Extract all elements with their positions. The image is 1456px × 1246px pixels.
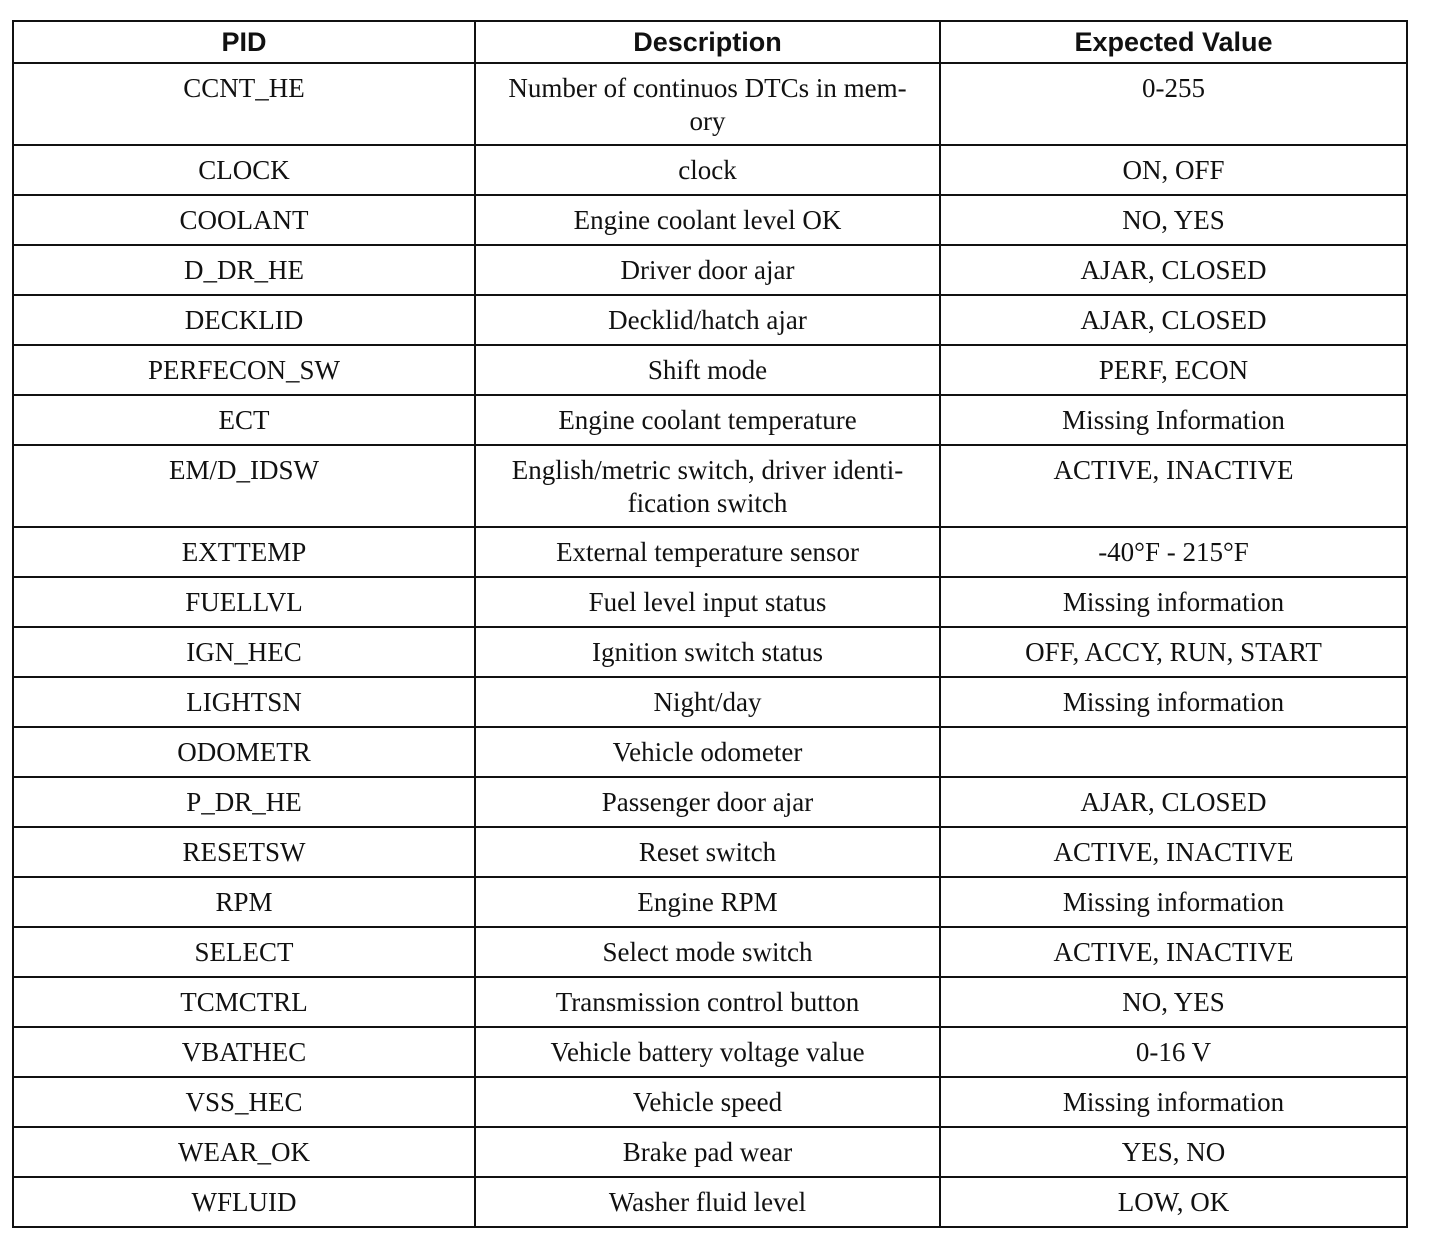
pid-cell: ODOMETR bbox=[13, 727, 475, 777]
description-cell: clock bbox=[475, 145, 940, 195]
description-cell: Driver door ajar bbox=[475, 245, 940, 295]
description-cell: Night/day bbox=[475, 677, 940, 727]
expected-value-cell: Missing information bbox=[940, 1077, 1407, 1127]
expected-value-cell: AJAR, CLOSED bbox=[940, 295, 1407, 345]
expected-value-cell bbox=[940, 727, 1407, 777]
header-expected-value: Expected Value bbox=[940, 21, 1407, 63]
description-cell: Engine coolant temperature bbox=[475, 395, 940, 445]
table-row bbox=[13, 245, 1407, 295]
description-cell: Engine RPM bbox=[475, 877, 940, 927]
pid-cell: DECKLID bbox=[13, 295, 475, 345]
table-row bbox=[13, 727, 1407, 777]
table-body bbox=[13, 63, 1407, 1227]
pid-cell: EM/D_IDSW bbox=[13, 445, 475, 527]
table-row bbox=[13, 145, 1407, 195]
description-cell: Washer fluid level bbox=[475, 1177, 940, 1227]
pid-cell: WFLUID bbox=[13, 1177, 475, 1227]
pid-cell: P_DR_HE bbox=[13, 777, 475, 827]
description-cell: Number of continuos DTCs in mem-ory bbox=[475, 63, 940, 145]
description-cell: Vehicle battery voltage value bbox=[475, 1027, 940, 1077]
pid-cell: IGN_HEC bbox=[13, 627, 475, 677]
description-cell: English/metric switch, driver identi-fication switch bbox=[475, 445, 940, 527]
expected-value-cell: AJAR, CLOSED bbox=[940, 777, 1407, 827]
expected-value-cell: -40°F - 215°F bbox=[940, 527, 1407, 577]
table-row bbox=[13, 627, 1407, 677]
expected-value-cell: Missing information bbox=[940, 677, 1407, 727]
description-cell: Ignition switch status bbox=[475, 627, 940, 677]
pid-table bbox=[12, 20, 1408, 1228]
pid-cell: RESETSW bbox=[13, 827, 475, 877]
table-row bbox=[13, 877, 1407, 927]
table-row bbox=[13, 927, 1407, 977]
pid-cell: LIGHTSN bbox=[13, 677, 475, 727]
description-cell: Vehicle odometer bbox=[475, 727, 940, 777]
description-cell: Fuel level input status bbox=[475, 577, 940, 627]
pid-cell: FUELLVL bbox=[13, 577, 475, 627]
description-cell: Select mode switch bbox=[475, 927, 940, 977]
description-cell: Engine coolant level OK bbox=[475, 195, 940, 245]
expected-value-cell: OFF, ACCY, RUN, START bbox=[940, 627, 1407, 677]
table-row bbox=[13, 395, 1407, 445]
pid-cell: VSS_HEC bbox=[13, 1077, 475, 1127]
table-row bbox=[13, 1177, 1407, 1227]
table-row bbox=[13, 195, 1407, 245]
pid-cell: ECT bbox=[13, 395, 475, 445]
table-row bbox=[13, 345, 1407, 395]
pid-cell: TCMCTRL bbox=[13, 977, 475, 1027]
description-cell: External temperature sensor bbox=[475, 527, 940, 577]
pid-cell: RPM bbox=[13, 877, 475, 927]
table-row bbox=[13, 977, 1407, 1027]
table-row bbox=[13, 827, 1407, 877]
description-cell: Reset switch bbox=[475, 827, 940, 877]
pid-cell: COOLANT bbox=[13, 195, 475, 245]
pid-cell: D_DR_HE bbox=[13, 245, 475, 295]
header-pid: PID bbox=[13, 21, 475, 63]
table-row bbox=[13, 777, 1407, 827]
expected-value-cell: PERF, ECON bbox=[940, 345, 1407, 395]
table-row bbox=[13, 527, 1407, 577]
pid-cell: PERFECON_SW bbox=[13, 345, 475, 395]
header-row bbox=[13, 21, 1407, 63]
expected-value-cell: YES, NO bbox=[940, 1127, 1407, 1177]
expected-value-cell: NO, YES bbox=[940, 195, 1407, 245]
header-description: Description bbox=[475, 21, 940, 63]
expected-value-cell: LOW, OK bbox=[940, 1177, 1407, 1227]
table-row bbox=[13, 1127, 1407, 1177]
table-row bbox=[13, 677, 1407, 727]
expected-value-cell: ACTIVE, INACTIVE bbox=[940, 445, 1407, 527]
description-cell: Passenger door ajar bbox=[475, 777, 940, 827]
description-cell: Vehicle speed bbox=[475, 1077, 940, 1127]
description-cell: Shift mode bbox=[475, 345, 940, 395]
pid-cell: WEAR_OK bbox=[13, 1127, 475, 1177]
expected-value-cell: Missing Information bbox=[940, 395, 1407, 445]
expected-value-cell: 0-16 V bbox=[940, 1027, 1407, 1077]
pid-cell: SELECT bbox=[13, 927, 475, 977]
description-cell: Decklid/hatch ajar bbox=[475, 295, 940, 345]
expected-value-cell: AJAR, CLOSED bbox=[940, 245, 1407, 295]
pid-cell: CCNT_HE bbox=[13, 63, 475, 145]
description-cell: Transmission control button bbox=[475, 977, 940, 1027]
pid-cell: CLOCK bbox=[13, 145, 475, 195]
table-row bbox=[13, 577, 1407, 627]
expected-value-cell: ON, OFF bbox=[940, 145, 1407, 195]
table-row bbox=[13, 1027, 1407, 1077]
table-row bbox=[13, 63, 1407, 145]
description-cell: Brake pad wear bbox=[475, 1127, 940, 1177]
expected-value-cell: Missing information bbox=[940, 877, 1407, 927]
pid-cell: EXTTEMP bbox=[13, 527, 475, 577]
pid-cell: VBATHEC bbox=[13, 1027, 475, 1077]
table-row bbox=[13, 295, 1407, 345]
table-row bbox=[13, 445, 1407, 527]
expected-value-cell: ACTIVE, INACTIVE bbox=[940, 827, 1407, 877]
expected-value-cell: ACTIVE, INACTIVE bbox=[940, 927, 1407, 977]
expected-value-cell: Missing information bbox=[940, 577, 1407, 627]
expected-value-cell: NO, YES bbox=[940, 977, 1407, 1027]
table-row bbox=[13, 1077, 1407, 1127]
expected-value-cell: 0-255 bbox=[940, 63, 1407, 145]
pid-table-container bbox=[12, 20, 1406, 1228]
